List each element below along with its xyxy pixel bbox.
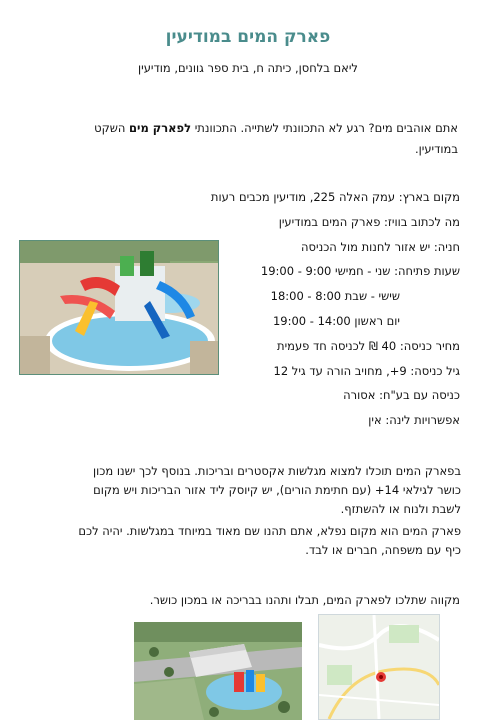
page-title: פארק המים במודיעין [165,27,331,47]
recommendation-paragraph: פארק המים הוא מקום נפלא, אתם תהנו שם מאוד במיוחד במגלשות. יהיה לכם כיף עם משפחה, חברים או לבד. [78,524,461,557]
intro-text-end: השקט במודיעין. [94,121,458,156]
fact-hours-weekday: שעות פתיחה: שני - חמישי 9:00 - 19:00 [260,264,460,279]
fact-age: גיל כניסה: 9+, מחויב הורה עד גיל 12 [273,363,460,378]
intro-text-start: אתם אוהבים מים? רגע לא התכוונתי לשתייה. התכוונתי [191,121,458,135]
fact-hours-weekend: שישי - שבת 8:00 - 18:00 [270,289,400,304]
closing-paragraph: מקווה שתלכו לפארק המים, תבלו ותהנו בבריכה או במכון כושר. [149,593,460,607]
water-park-photo [19,240,219,375]
fact-waze: מה לכתוב בוויז: פארק המים במודיעין [278,214,460,229]
water-park-aerial-image [134,622,302,720]
intro-bold-text: לפארק מים [129,121,192,135]
fact-lodging: אפשרויות לינה: אין [368,413,460,428]
intro-paragraph [78,118,458,160]
author-line: ליאם בלחסן, כיתה ח, בית ספר גוונים, מודיעין [138,61,358,75]
fact-hours-sunday: יום ראשון 14:00 - 19:00 [272,313,400,328]
facts-list [210,185,460,433]
fact-parking: חניה: יש אזור לחנות מול הכניסה [301,239,460,254]
fact-location: מקום בארץ: עמק האלה 225, מודיעין מכבים רעות [210,190,460,204]
fact-price: מחיר כניסה: 40 ₪ לכניסה חד פעמית [277,338,460,353]
fact-pets: כניסה עם בע"ח: אסורה [343,388,460,403]
location-map-image [318,614,440,720]
features-paragraph: בפארק המים תוכלו למצוא מגלשות אקסטרים ובריכות. בנוסף לכך ישנו מכון כושר לגילאי 14+ (עם חתימת הורים), יש קיוסק ליד אזור הבריכות ויש מקום לשבת ולנוח או להשתזף. [93,464,461,516]
